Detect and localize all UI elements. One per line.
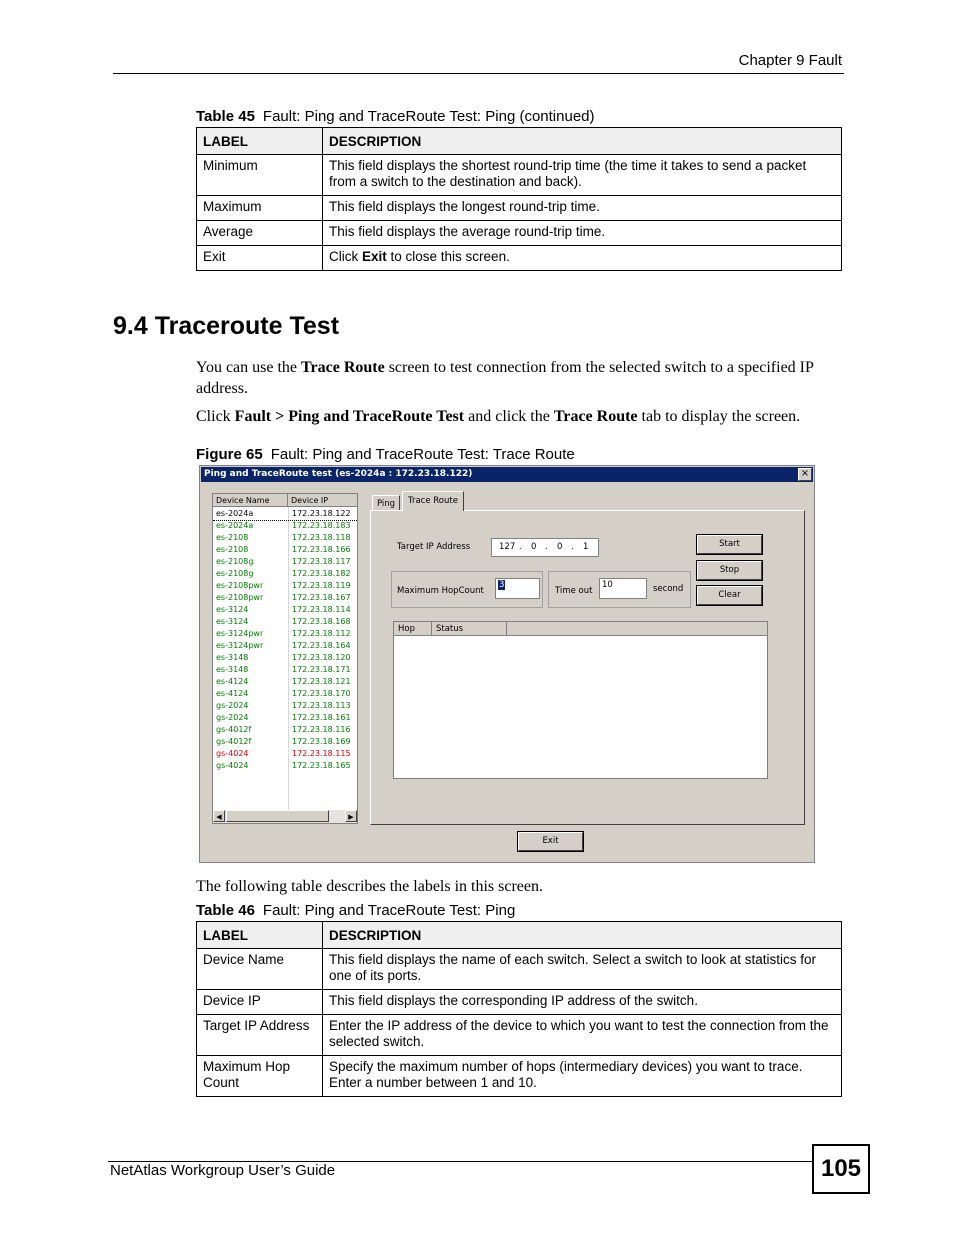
device-row[interactable]: [213, 664, 358, 676]
timeout-input[interactable]: 10: [599, 578, 647, 599]
device-row[interactable]: [213, 556, 358, 568]
device-name: es-3124pwr: [216, 629, 264, 638]
table-row: [197, 196, 842, 221]
device-name: es-2108pwr: [216, 581, 264, 590]
device-row[interactable]: [213, 568, 358, 580]
para-text: tab to display the screen.: [637, 408, 801, 425]
device-ip: 172.23.18.183: [292, 521, 351, 530]
device-ip: 172.23.18.169: [292, 737, 351, 746]
device-ip: 172.23.18.170: [292, 689, 351, 698]
table46-number: Table 46: [196, 902, 255, 919]
row-description: This field displays the name of each switch. Select a switch to look at statistics for one of its ports.: [323, 949, 842, 990]
timeout-unit: second: [653, 584, 684, 594]
figure-caption: [196, 446, 575, 463]
ip-octet-4: 1: [583, 542, 589, 552]
device-row[interactable]: [213, 748, 358, 760]
row-label: Average: [197, 221, 323, 246]
table46: [196, 921, 842, 1097]
device-row[interactable]: [213, 616, 358, 628]
table-row: [197, 1015, 842, 1056]
figure-number: Figure 65: [196, 446, 263, 463]
device-name: gs-2024: [216, 713, 249, 722]
device-name: es-3148: [216, 653, 249, 662]
device-ip: 172.23.18.171: [292, 665, 351, 674]
device-row[interactable]: [213, 760, 358, 772]
traceroute-dialog: [199, 465, 815, 863]
row-label: Target IP Address: [197, 1015, 323, 1056]
device-list[interactable]: [212, 493, 358, 824]
device-name: es-3124: [216, 605, 249, 614]
row-label: Device Name: [197, 949, 323, 990]
section-title: 9.4 Traceroute Test: [113, 312, 340, 340]
device-name: es-3124pwr: [216, 641, 264, 650]
max-hop-label: Maximum HopCount: [397, 586, 484, 596]
column-device-name[interactable]: Device Name: [213, 494, 288, 507]
device-ip: 172.23.18.164: [292, 641, 351, 650]
table45: [196, 127, 842, 271]
device-row[interactable]: [213, 592, 358, 604]
desc-text: Click: [329, 249, 362, 264]
device-ip: 172.23.18.121: [292, 677, 351, 686]
table46-header-description: DESCRIPTION: [323, 922, 842, 949]
timeout-group: [548, 571, 691, 608]
dialog-title-bar: [201, 467, 813, 482]
device-name: es-2108pwr: [216, 593, 264, 602]
table-row: [197, 246, 842, 271]
ip-dot: .: [545, 542, 548, 552]
device-name: gs-4012f: [216, 725, 252, 734]
device-name: gs-2024: [216, 701, 249, 710]
table45-number: Table 45: [196, 108, 255, 125]
device-name: es-3124: [216, 617, 249, 626]
row-description: This field displays the longest round-trip time.: [323, 196, 842, 221]
device-row[interactable]: [213, 580, 358, 592]
para-text: screen to test connection from the selected switch to a specified IP address.: [196, 359, 814, 397]
ip-octet-1: 127: [499, 542, 516, 552]
dialog-title: Ping and TraceRoute test (es-2024a : 172.23.18.122): [204, 469, 473, 479]
table46-header-label: LABEL: [197, 922, 323, 949]
device-ip: 172.23.18.161: [292, 713, 351, 722]
device-list-header: [213, 494, 358, 507]
table46-header-row: [197, 922, 842, 949]
table-row: [197, 221, 842, 246]
device-ip: 172.23.18.118: [292, 533, 351, 542]
device-row[interactable]: [213, 604, 358, 616]
device-ip: 172.23.18.116: [292, 725, 351, 734]
chapter-header: Chapter 9 Fault: [738, 52, 842, 69]
row-label: Maximum Hop Count: [197, 1056, 323, 1097]
row-label: Device IP: [197, 990, 323, 1015]
device-row[interactable]: [213, 628, 358, 640]
row-description: This field displays the shortest round-trip time (the time it takes to send a packet from a switch to the destination and back).: [323, 155, 842, 196]
device-name: es-2108: [216, 533, 249, 542]
device-ip: 172.23.18.120: [292, 653, 351, 662]
device-row[interactable]: [213, 700, 358, 712]
device-name: gs-4024: [216, 749, 249, 758]
ip-dot: .: [519, 542, 522, 552]
target-ip-input[interactable]: [491, 538, 599, 557]
table46-title: Fault: Ping and TraceRoute Test: Ping: [262, 902, 516, 919]
row-label: Minimum: [197, 155, 323, 196]
table-row: [197, 949, 842, 990]
device-ip: 172.23.18.168: [292, 617, 351, 626]
device-row[interactable]: [213, 736, 358, 748]
intro-paragraph: [196, 357, 844, 399]
table45-header-description: DESCRIPTION: [323, 128, 842, 155]
device-ip: 172.23.18.122: [292, 509, 351, 518]
desc-bold: Exit: [362, 249, 387, 264]
start-button[interactable]: Start: [697, 535, 762, 554]
device-name: es-2108g: [216, 569, 254, 578]
row-description: Enter the IP address of the device to which you want to test the connection from the selected switch.: [323, 1015, 842, 1056]
row-description: This field displays the average round-trip time.: [323, 221, 842, 246]
hop-count-group: [391, 571, 543, 608]
close-icon[interactable]: ×: [798, 468, 812, 481]
timeout-label: Time out: [555, 586, 593, 596]
device-row[interactable]: [213, 688, 358, 700]
device-name: es-2024a: [216, 509, 254, 518]
ip-octet-3: 0: [557, 542, 563, 552]
header-rule: [113, 73, 844, 74]
table-intro-paragraph: The following table describes the labels in this screen.: [196, 878, 544, 895]
device-ip: 172.23.18.182: [292, 569, 351, 578]
row-description: Specify the maximum number of hops (intermediary devices) you want to trace. Enter a number between 1 and 10.: [323, 1056, 842, 1097]
tab-ping[interactable]: Ping: [372, 495, 400, 511]
device-ip: 172.23.18.119: [292, 581, 351, 590]
table45-header-label: LABEL: [197, 128, 323, 155]
device-row[interactable]: [213, 652, 358, 664]
table46-caption: [196, 902, 515, 919]
para-text: and click the: [464, 408, 554, 425]
column-hop[interactable]: Hop: [394, 622, 432, 636]
device-name: es-3148: [216, 665, 249, 674]
row-description: This field displays the corresponding IP address of the switch.: [323, 990, 842, 1015]
table-row: [197, 990, 842, 1015]
device-name: es-2024a: [216, 521, 254, 530]
desc-text: to close this screen.: [386, 249, 510, 264]
para-text: You can use the: [196, 359, 302, 376]
ip-octet-2: 0: [531, 542, 537, 552]
table45-caption: [196, 108, 595, 125]
column-device-ip[interactable]: Device IP: [288, 494, 358, 507]
device-row[interactable]: [213, 724, 358, 736]
para-text: Click: [196, 408, 235, 425]
device-ip: 172.23.18.113: [292, 701, 351, 710]
device-row[interactable]: [213, 532, 358, 544]
device-row[interactable]: [213, 712, 358, 724]
stop-button[interactable]: Stop: [697, 561, 762, 580]
device-ip: 172.23.18.112: [292, 629, 351, 638]
scroll-right-icon[interactable]: ▶: [345, 810, 357, 822]
row-label: Exit: [197, 246, 323, 271]
exit-button[interactable]: Exit: [518, 832, 583, 851]
horizontal-scrollbar[interactable]: [213, 810, 357, 823]
target-ip-label: Target IP Address: [397, 542, 471, 552]
row-label: Maximum: [197, 196, 323, 221]
result-table: [393, 621, 768, 779]
footer-guide-title: NetAtlas Workgroup User’s Guide: [110, 1162, 336, 1179]
ip-dot: .: [571, 542, 574, 552]
para-bold: Trace Route: [301, 359, 385, 376]
device-row[interactable]: [213, 520, 358, 532]
para-bold: Trace Route: [553, 408, 638, 425]
table45-header-row: [197, 128, 842, 155]
device-ip: 172.23.18.114: [292, 605, 351, 614]
device-name: es-2108g: [216, 557, 254, 566]
device-row[interactable]: [213, 676, 358, 688]
instruction-paragraph: [196, 406, 844, 427]
row-description: [323, 246, 842, 271]
scroll-left-icon[interactable]: ◀: [213, 810, 225, 822]
device-ip: 172.23.18.166: [292, 545, 351, 554]
device-name: es-2108: [216, 545, 249, 554]
device-ip: 172.23.18.167: [292, 593, 351, 602]
table45-title: Fault: Ping and TraceRoute Test: Ping (continued): [262, 108, 595, 125]
device-ip: 172.23.18.165: [292, 761, 351, 770]
device-ip: 172.23.18.115: [292, 749, 351, 758]
device-ip: 172.23.18.117: [292, 557, 351, 566]
max-hop-value: 3: [499, 580, 505, 590]
device-name: es-4124: [216, 677, 249, 686]
device-name: es-4124: [216, 689, 249, 698]
device-row[interactable]: [213, 544, 358, 556]
para-bold: Fault > Ping and TraceRoute Test: [234, 408, 465, 425]
column-status[interactable]: Status: [432, 622, 507, 636]
device-name: gs-4024: [216, 761, 249, 770]
table-row: [197, 1056, 842, 1097]
column-filler: [507, 622, 767, 636]
figure-title: Fault: Ping and TraceRoute Test: Trace Route: [270, 446, 575, 463]
table-row: [197, 155, 842, 196]
page-number: 105: [812, 1144, 870, 1194]
tab-trace-route[interactable]: Trace Route: [402, 491, 464, 511]
scroll-thumb[interactable]: [226, 810, 329, 822]
clear-button[interactable]: Clear: [697, 586, 762, 605]
max-hop-input[interactable]: [495, 578, 540, 599]
device-row[interactable]: [213, 640, 358, 652]
device-name: gs-4012f: [216, 737, 252, 746]
